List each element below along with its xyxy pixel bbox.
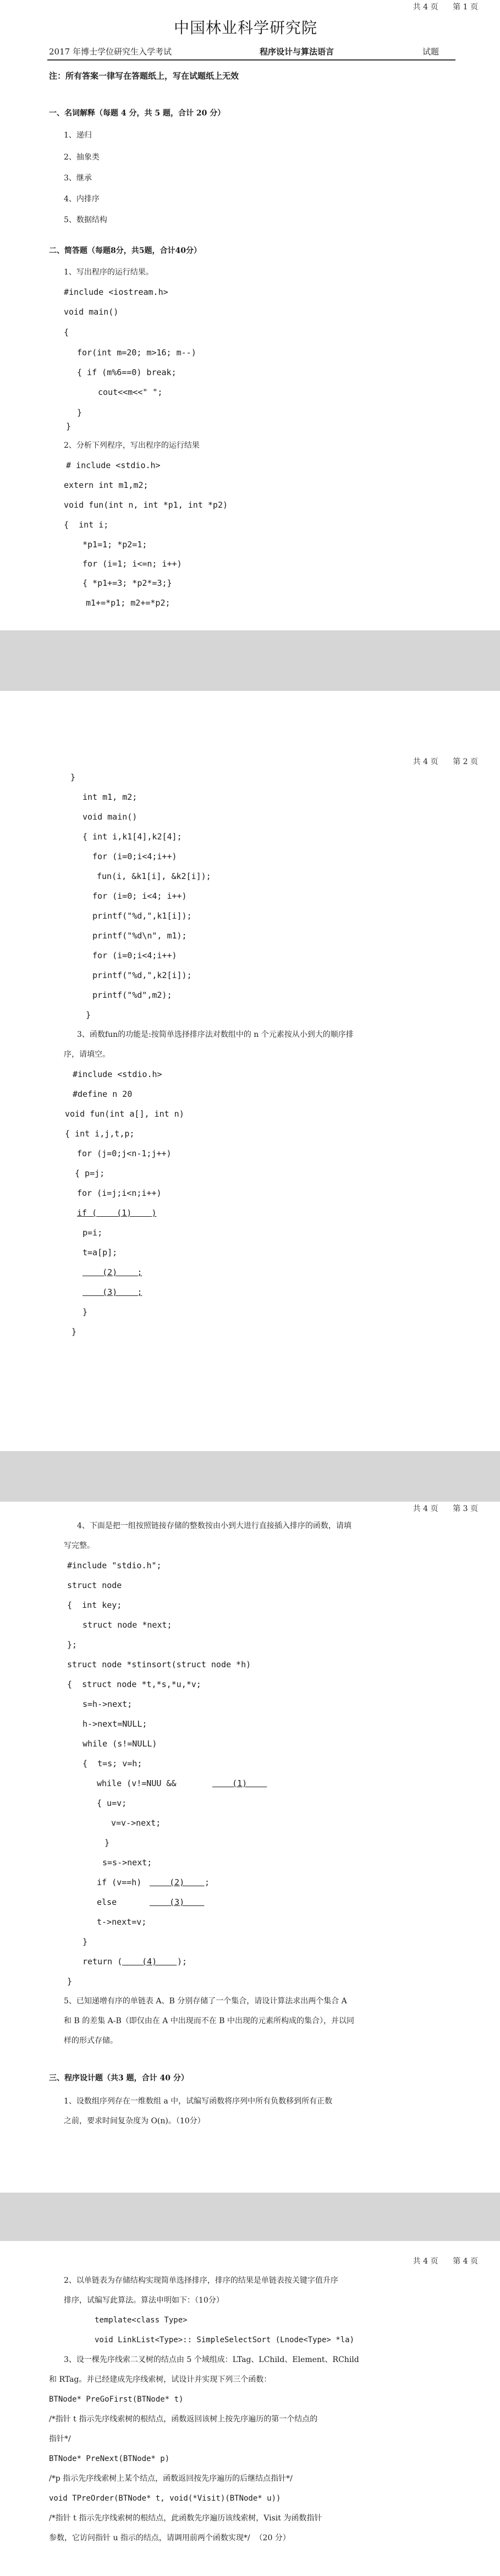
- code-line: { struct node *t,*s,*u,*v;: [67, 1679, 201, 1689]
- section-heading: 二、简答题（每题8分，共5题，合计40分）: [49, 246, 201, 255]
- comment-line: /*p 指示先序线索树上某个结点，函数返回按先序遍历的后继结点指针*/: [49, 2474, 293, 2483]
- code-line: }: [67, 1976, 73, 1986]
- comment-line: /*指针 t 指示先序线索树的根结点，此函数先序遍历该线索树，Visit 为函数指针: [49, 2514, 322, 2523]
- question-text: 5、已知递增有序的单链表 A、B 分别存储了一个集合，请设计算法求出两个集合 A: [64, 1997, 347, 2006]
- page-number: 共 4 页 第 1 页: [413, 3, 478, 12]
- code-line: printf("%d,",k1[i]);: [92, 911, 192, 921]
- code-line: #include <stdio.h>: [73, 1069, 162, 1079]
- page-separator: [0, 2193, 500, 2241]
- question-text: 1、设数组序列存在一维数组 a 中，试编写函数将序列中所有负数移到所有正数: [64, 2097, 333, 2106]
- code-line: BTNode* PreNext(BTNode* p): [49, 2454, 170, 2463]
- code-line: template<class Type>: [95, 2316, 188, 2325]
- code-line: fun(i, &k1[i], &k2[i]);: [97, 871, 211, 881]
- question-text: 3、设一棵先序线索二叉树的结点由 5 个域组成：LTag、LChild、Element、RChild: [64, 2355, 359, 2364]
- comment-line: 指针*/: [49, 2435, 71, 2443]
- question-text: 写完整。: [64, 1541, 95, 1550]
- code-line: { u=v;: [97, 1798, 127, 1808]
- code-line: while (v!=NUU &&: [97, 1778, 186, 1788]
- fill-blank: (1): [212, 1778, 267, 1788]
- code-line: for (i=0;i<4;i++): [92, 951, 177, 960]
- exam-page-2: [0, 691, 500, 1451]
- code-line: void fun(int n, int *p1, int *p2): [64, 500, 228, 510]
- exam-page-4: [0, 2241, 500, 2576]
- code-line: void TPreOrder(BTNode* t, void(*Visit)(BTNode* u)): [49, 2494, 281, 2503]
- institute-title: 中国林业科学研究院: [174, 19, 318, 37]
- code-line: printf("%d,",k2[i]);: [92, 970, 192, 980]
- fill-blank-line: (2) ;: [83, 1267, 142, 1277]
- code-line: }: [83, 1937, 88, 1947]
- code-line: {: [64, 327, 69, 337]
- code-line: { int i,j,t,p;: [65, 1129, 135, 1139]
- section-heading: 三、程序设计题（共3 题，合计 40 分）: [49, 2074, 189, 2083]
- list-item: 4、内排序: [64, 195, 100, 204]
- subject-name: 程序设计与算法语言: [260, 47, 334, 57]
- fill-blank: (2): [150, 1877, 205, 1887]
- code-line: for (i=1; i<=n; i++): [83, 559, 182, 569]
- code-line: s=s->next;: [102, 1858, 152, 1868]
- code-line: struct node: [67, 1580, 122, 1590]
- fill-blank-line: if ( (1) ): [77, 1208, 157, 1218]
- code-line: t->next=v;: [97, 1917, 147, 1927]
- question-text: 4、下面是把一组按照链接存储的整数按由小到大进行直接插入排序的函数，请填: [77, 1522, 351, 1530]
- code-line: for (i=0;i<4;i++): [92, 852, 177, 861]
- code-line: { p=j;: [75, 1168, 105, 1178]
- code-line: while (s!=NULL): [83, 1739, 157, 1749]
- question-text: 之前，要求时间复杂度为 O(n)。（10分）: [64, 2117, 205, 2125]
- code-line: void fun(int a[], int n): [65, 1109, 184, 1119]
- code-line: );: [177, 1957, 188, 1967]
- fill-blank: (4): [122, 1957, 177, 1967]
- code-line: }: [86, 1010, 91, 1020]
- code-line: { int i;: [64, 520, 109, 530]
- code-line: else: [97, 1897, 117, 1907]
- code-line: extern int m1,m2;: [64, 480, 149, 490]
- code-line: #define n 20: [73, 1089, 133, 1099]
- code-line: h->next=NULL;: [83, 1719, 147, 1729]
- answer-notice: 注：所有答案一律写在答题纸上，写在试题纸上无效: [49, 71, 239, 81]
- code-line: #include <iostream.h>: [64, 287, 168, 297]
- code-line: for(int m=20; m>16; m--): [77, 348, 196, 358]
- fill-blank: (3): [150, 1897, 205, 1907]
- code-line: int m1, m2;: [83, 792, 138, 802]
- section-heading: 一、名词解释（每题 4 分，共 5 题，合计 20 分）: [49, 109, 226, 118]
- code-line: };: [67, 1640, 78, 1650]
- question-text: 和 RTag。并已经建成先序线索树，试设计并实现下列三个函数：: [49, 2375, 272, 2384]
- page-number: 共 4 页 第 2 页: [413, 757, 478, 766]
- fill-blank-line: (3) ;: [83, 1287, 142, 1297]
- exam-name: 2017 年博士学位研究生入学考试: [49, 47, 172, 57]
- code-line: for (j=0;j<n-1;j++): [77, 1149, 172, 1158]
- exam-page-3: [0, 1502, 500, 2193]
- code-line: { if (m%6==0) break;: [77, 367, 177, 377]
- question-text: 1、写出程序的运行结果。: [64, 268, 153, 277]
- comment-line: 参数，它访问指针 u 指示的结点，请调用前两个函数实现*/ （20 分）: [49, 2534, 290, 2542]
- question-text: 2、分析下列程序，写出程序的运行结果: [64, 441, 200, 450]
- exam-page-1: [0, 0, 500, 630]
- code-line: void main(): [83, 812, 138, 822]
- page-separator: [0, 630, 500, 691]
- code-line: ;: [205, 1877, 210, 1887]
- comment-line: /*指针 t 指示先序线索树的根结点，函数返回该树上按先序遍历的第一个结点的: [49, 2415, 318, 2424]
- code-line: v=v->next;: [111, 1818, 161, 1828]
- code-line: struct node *next;: [83, 1620, 172, 1630]
- code-line: struct node *stinsort(struct node *h): [67, 1660, 251, 1669]
- code-line: { int i,k1[4],k2[4];: [83, 832, 182, 842]
- code-line: p=i;: [83, 1228, 103, 1238]
- list-item: 3、继承: [64, 174, 92, 183]
- code-line: { *p1+=3; *p2*=3;}: [83, 578, 172, 588]
- code-line: void main(): [64, 307, 119, 317]
- code-line: }: [66, 421, 72, 431]
- list-item: 1、递归: [64, 131, 92, 140]
- code-line: for (i=0; i<4; i++): [92, 891, 187, 901]
- code-line: { t=s; v=h;: [83, 1759, 142, 1768]
- code-line: printf("%d\n", m1);: [92, 931, 187, 941]
- question-text: 2、以单链表为存储结构实现简单选择排序，排序的结果是单链表按关键字值升序: [64, 2276, 338, 2285]
- paper-label: 试题: [422, 47, 439, 57]
- header-rule: [47, 59, 455, 61]
- code-line: for (i=j;i<n;i++): [77, 1188, 162, 1198]
- code-line: return (: [83, 1957, 123, 1967]
- code-line: }: [70, 772, 76, 782]
- question-text: 和 B 的差集 A-B（即仅由在 A 中出现而不在 B 中出现的元素所构成的集合），并以同: [64, 2017, 354, 2025]
- code-line: m1+=*p1; m2+=*p2;: [86, 598, 171, 608]
- question-text: 3、函数fun的功能是:按简单选择排序法对数组中的 n 个元素按从小到大的顺序排: [77, 1030, 354, 1039]
- code-line: void LinkList<Type>:: SimpleSelectSort (Lnode<Type> *la): [95, 2336, 355, 2344]
- question-text: 序，请填空。: [64, 1050, 110, 1059]
- code-line: { int key;: [67, 1600, 122, 1610]
- page-number: 共 4 页 第 3 页: [413, 1504, 478, 1513]
- code-line: if (v==h): [97, 1877, 142, 1887]
- code-line: *p1=1; *p2=1;: [83, 540, 147, 550]
- question-text: 排序，试编写此算法。算法申明如下：（10分）: [64, 2296, 224, 2305]
- code-line: }: [105, 1838, 110, 1848]
- page-number: 共 4 页 第 4 页: [413, 2257, 478, 2266]
- code-line: }: [83, 1307, 88, 1317]
- code-line: # include <stdio.h>: [66, 460, 161, 470]
- code-line: cout<<m<<" ";: [98, 387, 163, 397]
- code-line: t=a[p];: [83, 1248, 118, 1257]
- code-line: printf("%d",m2);: [92, 990, 172, 1000]
- question-text: 样的形式存储。: [64, 2036, 118, 2045]
- list-item: 5、数据结构: [64, 216, 107, 224]
- code-line: }: [72, 1327, 77, 1337]
- code-line: s=h->next;: [83, 1699, 133, 1709]
- code-line: #include "stdio.h";: [67, 1561, 162, 1570]
- code-line: }: [77, 408, 83, 418]
- page-separator: [0, 1451, 500, 1502]
- code-line: BTNode* PreGoFirst(BTNode* t): [49, 2395, 184, 2404]
- list-item: 2、抽象类: [64, 153, 100, 162]
